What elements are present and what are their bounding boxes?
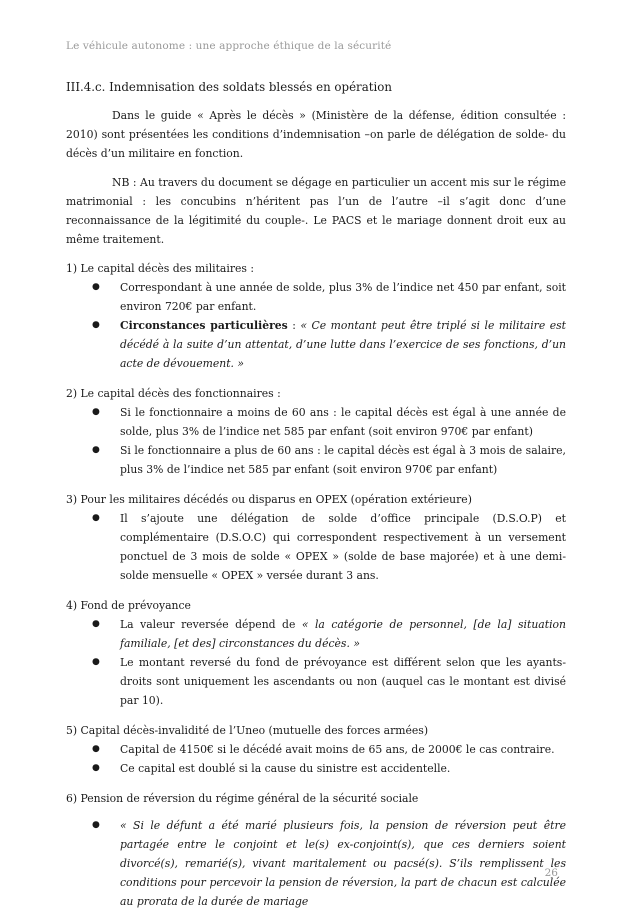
bullet-dot-icon: ● <box>92 282 100 292</box>
list-heading: 4) Fond de prévoyance <box>66 599 191 612</box>
list-item <box>66 278 566 316</box>
list-heading: 1) Le capital décès des militaires : <box>66 262 254 275</box>
list-item <box>66 759 566 778</box>
bullet-quote-text: « Si le défunt a été marié plusieurs fois, la pension de réversion peut être partagée entre le conjoint et le(s) ex-conjoint(s), que ces derniers soient divorcé(s), remarié(s), vivant maritalement ou pacsé(s). S’ils remplissent les conditions pour percevoir la pension de réversion, la part de chacun est calculée au prorata de la durée de mariage <box>120 819 566 908</box>
bullet-dot-icon: ● <box>92 407 100 417</box>
page-content <box>66 78 566 922</box>
section-title: III.4.c. Indemnisation des soldats blessés en opération <box>66 80 392 94</box>
list-item <box>66 615 566 653</box>
spacer <box>66 808 566 816</box>
bullet-dot-icon: ● <box>92 657 100 667</box>
bullet-text: Si le fonctionnaire a moins de 60 ans : le capital décès est égal à une année de solde, plus 3% de l’indice net 585 par enfant (soit environ 970€ par enfant) <box>120 406 566 438</box>
bullet-list <box>66 740 566 778</box>
list-item <box>66 653 566 710</box>
bullet-text: La valeur reversée dépend de <box>120 618 302 631</box>
list-item <box>66 441 566 479</box>
list-item <box>66 509 566 585</box>
list-heading: 6) Pension de réversion du régime général de la sécurité sociale <box>66 792 419 805</box>
bullet-dot-icon: ● <box>92 320 100 330</box>
list-item <box>66 403 566 441</box>
bullet-dot-icon: ● <box>92 763 100 773</box>
bullet-dot-icon: ● <box>92 619 100 629</box>
bullet-list <box>66 615 566 710</box>
bullet-dot-icon: ● <box>92 744 100 754</box>
list-item <box>66 316 566 373</box>
list-item <box>66 816 566 911</box>
running-header: Le véhicule autonome : une approche éthique de la sécurité <box>66 40 392 52</box>
bullet-bold-text: Circonstances particulières <box>120 319 288 332</box>
list-heading: 5) Capital décès-invalidité de l’Uneo (mutuelle des forces armées) <box>66 724 429 737</box>
bullet-text: Le montant reversé du fond de prévoyance est différent selon que les ayants-droits sont uniquement les ascendants ou non (auquel cas le montant est divisé par 10). <box>120 656 566 707</box>
bullet-list <box>66 816 566 911</box>
bullet-text: : <box>287 319 301 332</box>
bullet-text: Capital de 4150€ si le décédé avait moins de 65 ans, de 2000€ le cas contraire. <box>120 743 555 756</box>
list-heading: 3) Pour les militaires décédés ou disparus en OPEX (opération extérieure) <box>66 493 472 506</box>
bullet-text: Il s’ajoute une délégation de solde d’office principale (D.S.O.P) et complémentaire (D.S.O.C) qui correspondent respectivement à un versement ponctuel de 3 mois de solde « OPEX » (solde de base majorée) et à une demi-solde mensuelle « OPEX » versée durant 3 ans. <box>120 512 566 582</box>
list-heading: 2) Le capital décès des fonctionnaires : <box>66 387 281 400</box>
bullet-text: Si le fonctionnaire a plus de 60 ans : le capital décès est égal à 3 mois de salaire, plus 3% de l’indice net 585 par enfant (soit environ 970€ par enfant) <box>120 444 566 476</box>
paragraph-intro: Dans le guide « Après le décès » (Ministère de la défense, édition consultée : 2010) sont présentées les conditions d’indemnisation –on parle de délégation de solde- du décès d’un militaire en fonction. <box>66 109 566 160</box>
paragraph-note: NB : Au travers du document se dégage en particulier un accent mis sur le régime matrimonial : les concubins n’héritent pas l’un de l’autre –il s’agit donc d’une reconnaissance de la légitimité du couple-. Le PACS et le mariage donnent droit eux au même traitement. <box>66 176 566 246</box>
list-item <box>66 740 566 759</box>
page-number: 26 <box>544 867 558 879</box>
bullet-list <box>66 278 566 373</box>
bullet-dot-icon: ● <box>92 820 100 830</box>
bullet-quote-text: « la catégorie de personnel, [de la] situation familiale, [et des] circonstances du décès. » <box>120 618 566 650</box>
bullet-list <box>66 509 566 585</box>
bullet-quote-text: « Ce montant peut être triplé si le militaire est décédé à la suite d’un attentat, d’une lutte dans l’exercice de ses fonctions, d’un acte de dévouement. » <box>120 319 567 370</box>
bullet-dot-icon: ● <box>92 513 100 523</box>
bullet-list <box>66 403 566 479</box>
bullet-text: Ce capital est doublé si la cause du sinistre est accidentelle. <box>120 762 451 775</box>
bullet-text: Correspondant à une année de solde, plus 3% de l’indice net 450 par enfant, soit environ 720€ par enfant. <box>120 281 566 313</box>
item-list <box>66 259 566 911</box>
bullet-dot-icon: ● <box>92 445 100 455</box>
